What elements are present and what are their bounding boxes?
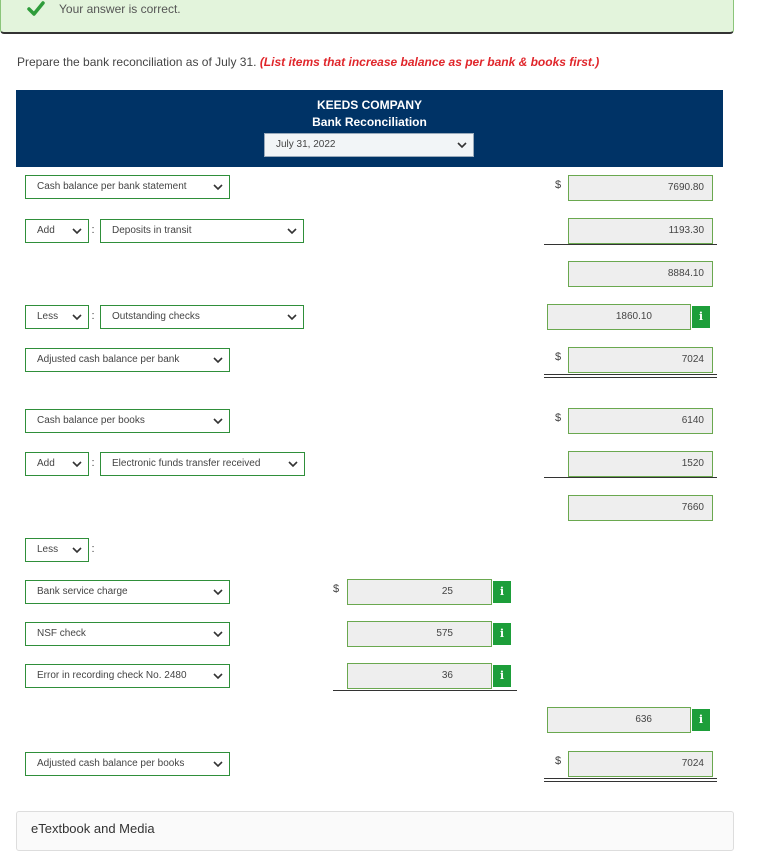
books-less-op-select[interactable] xyxy=(25,538,89,562)
date-select-value: July 31, 2022 xyxy=(276,139,336,150)
books-less-item-label: Bank service charge xyxy=(37,586,128,597)
books-add-op: Add xyxy=(37,458,55,469)
bank-add-op-select[interactable] xyxy=(25,219,89,243)
chevron-down-icon xyxy=(288,459,298,469)
currency-symbol: $ xyxy=(555,412,562,424)
underline xyxy=(333,690,517,691)
chevron-down-icon xyxy=(213,182,223,192)
books-balance-select[interactable] xyxy=(25,409,230,433)
answer-status-banner xyxy=(0,0,734,34)
etextbook-label: eTextbook and Media xyxy=(31,821,155,836)
underline xyxy=(544,244,717,245)
books-less-item-value-input[interactable]: 575 xyxy=(347,621,492,647)
chevron-down-icon xyxy=(213,759,223,769)
bank-adjusted-select[interactable] xyxy=(25,348,230,372)
bank-add-item: Deposits in transit xyxy=(112,225,192,236)
colon: : xyxy=(91,224,95,236)
books-less-item-label: NSF check xyxy=(37,628,86,639)
info-icon[interactable]: i xyxy=(692,306,710,328)
currency-symbol: $ xyxy=(555,755,562,767)
bank-subtotal-input[interactable]: 8884.10 xyxy=(568,261,713,287)
info-icon[interactable]: i xyxy=(692,709,710,731)
currency-symbol: $ xyxy=(555,351,562,363)
chevron-down-icon xyxy=(213,629,223,639)
books-less-total-input[interactable]: 636 xyxy=(547,707,691,733)
double-underline-top xyxy=(544,778,717,779)
bank-less-op-select[interactable] xyxy=(25,305,89,329)
bank-less-item-select[interactable] xyxy=(100,305,304,329)
books-add-value-input[interactable]: 1520 xyxy=(568,451,713,477)
currency-symbol: $ xyxy=(555,179,562,191)
status-text: Your answer is correct. xyxy=(59,2,181,16)
bank-balance-input[interactable]: 7690.80 xyxy=(568,175,713,201)
chevron-down-icon xyxy=(72,459,82,469)
checkmark-icon xyxy=(25,0,47,20)
info-icon[interactable]: i xyxy=(493,581,511,603)
books-adjusted-select[interactable] xyxy=(25,752,230,776)
chevron-down-icon xyxy=(72,545,82,555)
books-less-item-value-input[interactable]: 36 xyxy=(347,663,492,689)
double-underline-bottom xyxy=(544,377,717,378)
books-add-item-select[interactable] xyxy=(100,452,305,476)
date-select[interactable] xyxy=(264,133,474,157)
chevron-down-icon xyxy=(72,226,82,236)
books-add-item: Electronic funds transfer received xyxy=(112,458,261,469)
double-underline-bottom xyxy=(544,781,717,782)
books-less-item-value-input[interactable]: 25 xyxy=(347,579,492,605)
reconciliation-header xyxy=(16,90,723,167)
etextbook-panel[interactable] xyxy=(16,811,734,851)
instruction xyxy=(17,55,599,69)
books-balance-input[interactable]: 6140 xyxy=(568,408,713,434)
chevron-down-icon xyxy=(72,312,82,322)
chevron-down-icon xyxy=(213,416,223,426)
instruction-text: Prepare the bank reconciliation as of July 31. xyxy=(17,55,260,69)
double-underline-top xyxy=(544,374,717,375)
bank-adjusted-label: Adjusted cash balance per bank xyxy=(37,354,180,365)
books-less-item-select[interactable] xyxy=(25,580,230,604)
colon: : xyxy=(91,543,95,555)
bank-balance-label: Cash balance per bank statement xyxy=(37,181,187,192)
bank-adjusted-input[interactable]: 7024 xyxy=(568,347,713,373)
colon: : xyxy=(91,310,95,322)
chevron-down-icon xyxy=(213,671,223,681)
chevron-down-icon xyxy=(287,226,297,236)
info-icon[interactable]: i xyxy=(493,665,511,687)
info-icon[interactable]: i xyxy=(493,623,511,645)
books-balance-label: Cash balance per books xyxy=(37,415,145,426)
bank-less-item: Outstanding checks xyxy=(112,311,200,322)
bank-less-value-input[interactable]: 1860.10 xyxy=(547,304,691,330)
chevron-down-icon xyxy=(287,312,297,322)
instruction-hint: (List items that increase balance as per bank & books first.) xyxy=(259,55,600,69)
books-less-item-label: Error in recording check No. 2480 xyxy=(37,670,187,681)
books-less-op: Less xyxy=(37,544,59,555)
chevron-down-icon xyxy=(457,140,467,150)
underline xyxy=(544,477,717,478)
books-less-item-select[interactable] xyxy=(25,622,230,646)
company-name: KEEDS COMPANY xyxy=(316,98,423,112)
bank-add-item-select[interactable] xyxy=(100,219,304,243)
books-less-item-select[interactable] xyxy=(25,664,230,688)
chevron-down-icon xyxy=(213,355,223,365)
bank-add-op: Add xyxy=(37,225,55,236)
bank-add-value-input[interactable]: 1193.30 xyxy=(568,218,713,244)
currency-symbol: $ xyxy=(333,583,340,595)
bank-balance-select[interactable] xyxy=(25,175,230,199)
chevron-down-icon xyxy=(213,587,223,597)
books-subtotal-input[interactable]: 7660 xyxy=(568,495,713,521)
books-adjusted-input[interactable]: 7024 xyxy=(568,751,713,777)
colon: : xyxy=(91,457,95,469)
books-add-op-select[interactable] xyxy=(25,452,89,476)
statement-title: Bank Reconciliation xyxy=(312,115,427,129)
books-adjusted-label: Adjusted cash balance per books xyxy=(37,758,185,769)
bank-less-op: Less xyxy=(37,311,59,322)
